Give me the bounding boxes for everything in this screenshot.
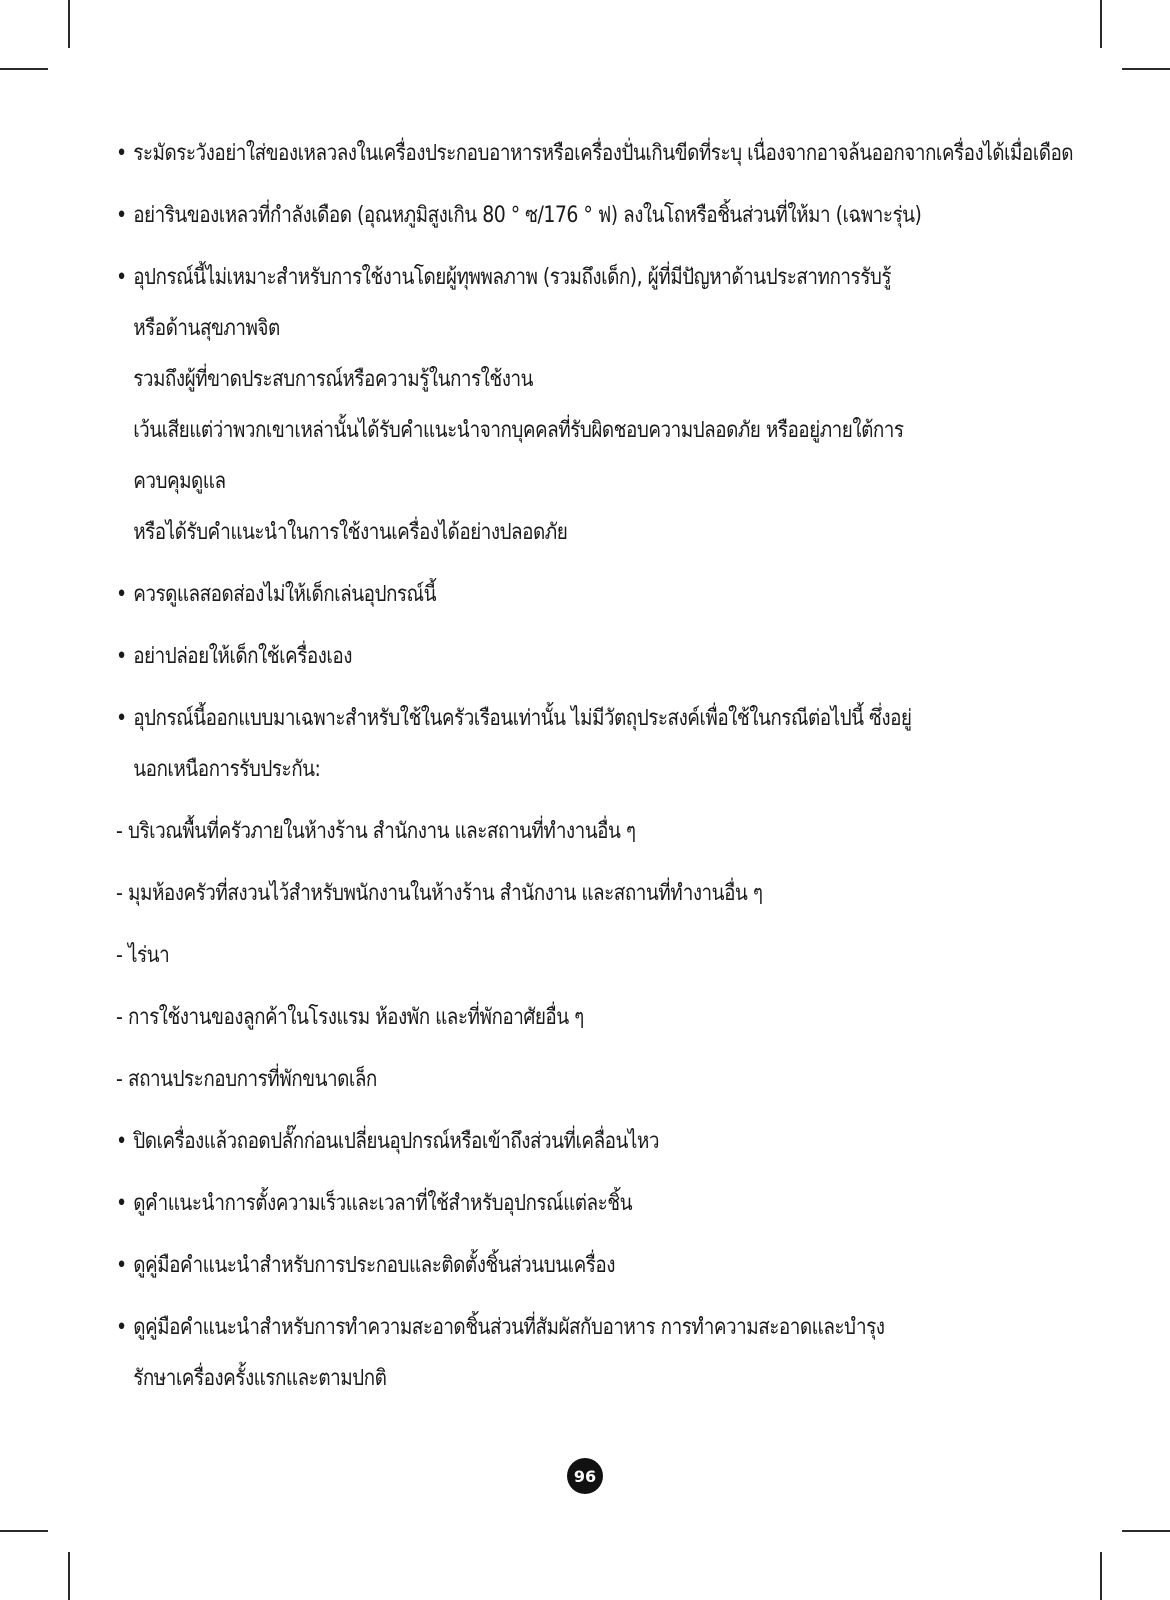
bullet-mark: • (116, 706, 127, 731)
text-line: อย่ารินของเหลวที่กำลังเดือด (อุณหภูมิสูงเกิน 80 ° ซ/176 ° ฟ) ลงในโถหรือชิ้นส่วนที่ให้มา (เฉพาะรุ่น) (133, 203, 922, 228)
dash-mark: - (116, 819, 123, 844)
safety-instructions-list (116, 128, 1074, 1415)
item-text (116, 992, 1051, 1043)
crop-mark-top-right-horizontal (1122, 68, 1170, 70)
text-line: ปิดเครื่องแล้วถอดปลั๊กก่อนเปลี่ยนอุปกรณ์หรือเข้าถึงส่วนที่เคลื่อนไหว (133, 1129, 659, 1154)
bullet-item (116, 1116, 1051, 1167)
bullet-mark: • (116, 582, 127, 607)
page-number-badge: 96 (567, 1458, 603, 1494)
bullet-item (116, 1178, 1051, 1229)
text-line: สถานประกอบการที่พักขนาดเล็ก (128, 1067, 377, 1092)
bullet-item (116, 190, 1051, 241)
bullet-item (116, 569, 1051, 620)
text-line: อย่าปล่อยให้เด็กใช้เครื่องเอง (133, 644, 352, 669)
item-text (116, 1302, 1051, 1404)
bullet-mark: • (116, 1315, 127, 1340)
bullet-mark: • (116, 141, 127, 166)
bullet-mark: • (116, 1253, 127, 1278)
item-text (116, 128, 1074, 179)
item-text (116, 930, 1051, 981)
text-line: เว้นเสียแต่ว่าพวกเขาเหล่านั้นได้รับคำแนะนำจากบุคคลที่รับผิดชอบความปลอดภัย หรืออยู่ภายใต้การ (133, 418, 904, 443)
crop-mark-bottom-left-horizontal (0, 1530, 48, 1532)
text-line: อุปกรณ์นี้ออกแบบมาเฉพาะสำหรับใช้ในครัวเรือนเท่านั้น ไม่มีวัตถุประสงค์เพื่อใช้ในกรณีต่อไปนี้ ซึ่งอยู่ (133, 706, 912, 731)
text-line: รักษาเครื่องครั้งแรกและตามปกติ (133, 1366, 387, 1391)
bullet-item (116, 631, 1051, 682)
item-text (116, 569, 1051, 620)
crop-mark-top-right-vertical (1100, 0, 1102, 48)
text-line: ดูคำแนะนำการตั้งความเร็วและเวลาที่ใช้สำหรับอุปกรณ์แต่ละชิ้น (133, 1191, 633, 1216)
sub-item (116, 868, 1051, 919)
sub-item (116, 992, 1051, 1043)
bullet-mark: • (116, 644, 127, 669)
text-line: มุมห้องครัวที่สงวนไว้สำหรับพนักงานในห้างร้าน สำนักงาน และสถานที่ทำงานอื่น ๆ (128, 881, 763, 906)
item-text (116, 806, 1051, 857)
bullet-mark: • (116, 1191, 127, 1216)
text-line: ระมัดระวังอย่าใส่ของเหลวลงในเครื่องประกอบอาหารหรือเครื่องปั่นเกินขีดที่ระบุ เนื่องจากอาจล้นออกจากเครื่องได้เมื่อเดือด (133, 141, 1074, 166)
bullet-mark: • (116, 1129, 127, 1154)
item-text (116, 1054, 1051, 1105)
item-text (116, 693, 1051, 795)
crop-mark-top-left-vertical (68, 0, 70, 48)
dash-mark: - (116, 1005, 123, 1030)
text-line: หรือด้านสุขภาพจิต (133, 316, 280, 341)
text-line: ไร่นา (128, 943, 170, 968)
item-text (116, 190, 1051, 241)
bullet-item (116, 1240, 1051, 1291)
item-text (116, 252, 1051, 558)
crop-mark-bottom-left-vertical (68, 1552, 70, 1600)
bullet-item (116, 693, 1051, 795)
item-text (116, 1116, 1051, 1167)
bullet-item (116, 128, 1074, 179)
sub-item (116, 930, 1051, 981)
item-text (116, 631, 1051, 682)
sub-item (116, 806, 1051, 857)
dash-mark: - (116, 881, 123, 906)
bullet-item (116, 252, 1051, 558)
crop-mark-top-left-horizontal (0, 68, 48, 70)
sub-item (116, 1054, 1051, 1105)
dash-mark: - (116, 943, 123, 968)
item-text (116, 1240, 1051, 1291)
text-line: หรือได้รับคำแนะนำในการใช้งานเครื่องได้อย่างปลอดภัย (133, 520, 568, 545)
crop-mark-bottom-right-horizontal (1122, 1530, 1170, 1532)
text-line: การใช้งานของลูกค้าในโรงแรม ห้องพัก และที่พักอาศัยอื่น ๆ (128, 1005, 584, 1030)
bullet-mark: • (116, 203, 127, 228)
crop-mark-bottom-right-vertical (1100, 1552, 1102, 1600)
text-line: ดูคู่มือคำแนะนำสำหรับการทำความสะอาดชิ้นส่วนที่สัมผัสกับอาหาร การทำความสะอาดและบำรุง (133, 1315, 885, 1340)
text-line: บริเวณพื้นที่ครัวภายในห้างร้าน สำนักงาน และสถานที่ทำงานอื่น ๆ (128, 819, 636, 844)
text-line: รวมถึงผู้ที่ขาดประสบการณ์หรือความรู้ในการใช้งาน (133, 367, 533, 392)
text-line: ควบคุมดูแล (133, 469, 226, 494)
text-line: นอกเหนือการรับประกัน: (133, 757, 321, 782)
text-line: อุปกรณ์นี้ไม่เหมาะสำหรับการใช้งานโดยผู้ทุพพลภาพ (รวมถึงเด็ก), ผู้ที่มีปัญหาด้านประสาทการรับรู้ (133, 265, 891, 290)
item-text (116, 868, 1051, 919)
item-text (116, 1178, 1051, 1229)
bullet-mark: • (116, 265, 127, 290)
text-line: ดูคู่มือคำแนะนำสำหรับการประกอบและติดตั้งชิ้นส่วนบนเครื่อง (133, 1253, 615, 1278)
bullet-item (116, 1302, 1051, 1404)
dash-mark: - (116, 1067, 123, 1092)
text-line: ควรดูแลสอดส่องไม่ให้เด็กเล่นอุปกรณ์นี้ (133, 582, 437, 607)
